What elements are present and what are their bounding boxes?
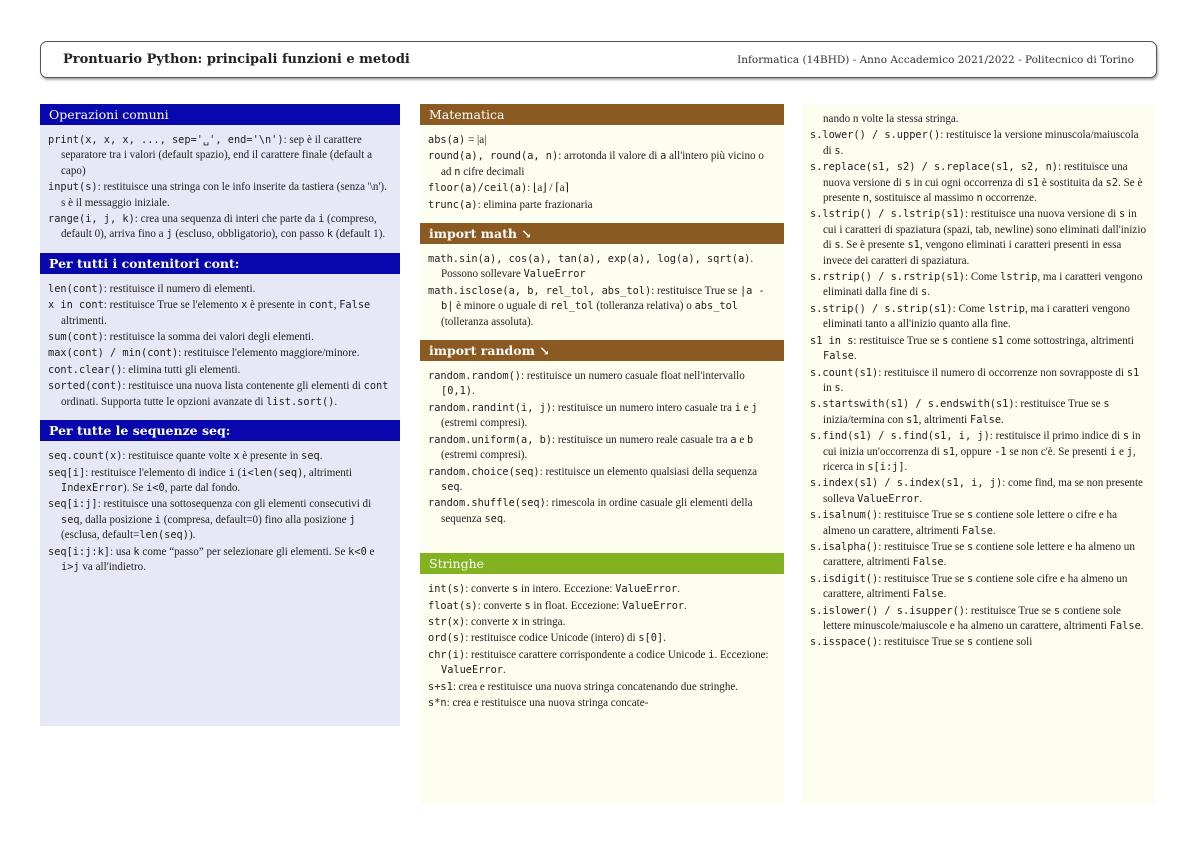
entry-seq-step: seq[i:j:k]: usa k come “passo” per selezionare gli elementi. Se k<0 e i>j va all'indietro. [48, 545, 375, 573]
entry-choice: random.choice(seq): restituisce un elemento qualsiasi della sequenza seq. [428, 465, 758, 493]
entry-abs: abs(a) = |a| [428, 134, 487, 146]
entry-seq-index: seq[i]: restituisce l'elemento di indice i (i<len(seq), altrimenti IndexError). Se i<0, parte dal fondo. [48, 466, 352, 494]
entry-range: range(i, j, k): crea una sequenza di interi che parte da i (compreso, default 0), arriva fino a j (escluso, obbligatorio), con passo k (default 1). [48, 213, 386, 241]
entry-startswith: s.startswith(s1) / s.endswith(s1): restituisce True se s inizia/termina con s1, altrimenti False. [810, 398, 1110, 426]
column-right [802, 104, 1155, 804]
entry-concat: s+s1: crea e restituisce una nuova stringa concatenando due stringhe. [428, 680, 739, 693]
section-header-import-math: import math ↘ [420, 223, 784, 244]
entry-repeat-continued: nando n volte la stessa stringa. [823, 113, 959, 125]
entry-isclose: math.isclose(a, b, rel_tol, abs_tol): restituisce True se |a - b| è minore o uguale di rel_tol (tolleranza relativa) o abs_tol (tolleranza assoluta). [428, 284, 765, 328]
entry-randint: random.randint(i, j): restituisce un numero intero casuale tra i e j (estremi compresi). [428, 401, 758, 430]
entry-ord: ord(s): restituisce codice Unicode (intero) di s[0]. [428, 632, 666, 645]
section-header-strings: Stringhe [420, 553, 784, 574]
page-title: Prontuario Python: principali funzioni e metodi [63, 52, 410, 67]
entry-math-functions: math.sin(a), cos(a), tan(a), exp(a), log(a), sqrt(a). Possono sollevare ValueError [428, 253, 754, 281]
entry-chr: chr(i): restituisce carattere corrispondente a codice Unicode i. Eccezione: ValueError. [428, 648, 769, 677]
entry-print: print(x, x, x, ..., sep='␣', end='\n'): sep è il carattere separatore tra i valori (default spazio), end il carattere finale (default a capo) [48, 134, 373, 177]
entry-replace: s.replace(s1, s2) / s.replace(s1, s2, n): restituisce una nuova versione di s in cui ogni occorrenza di s1 è sostituita da s2. Se è presente n, sostituisce al massimo n occorrenze. [810, 161, 1143, 205]
entry-str: str(x): converte x in stringa. [428, 615, 566, 628]
entry-isspace: s.isspace(): restituisce True se s contiene soli [810, 636, 1033, 649]
section-math [420, 133, 784, 213]
entry-input: input(s): restituisce una stringa con le info inserite da tastiera (senza '\n'). s è il messaggio iniziale. [48, 181, 387, 209]
entry-floor-ceil: floor(a)/ceil(a): ⌊a⌋ / ⌈a⌉ [428, 182, 569, 195]
entry-find: s.find(s1) / s.find(s1, i, j): restituisce il primo indice di s in cui inizia un'occorrenza di s1, oppure -1 se non c'è. Se presenti i e j, ricerca in s[i:j]. [810, 430, 1141, 473]
entry-max-min: max(cont) / min(cont): restituisce l'elemento maggiore/minore. [48, 347, 360, 360]
entry-clear: cont.clear(): elimina tutti gli elementi. [48, 363, 241, 376]
entry-int: int(s): converte s in intero. Eccezione: ValueError. [428, 583, 681, 596]
section-import-math [420, 252, 784, 330]
entry-uniform: random.uniform(a, b): restituisce un numero reale casuale tra a e b (estremi compresi). [428, 433, 754, 462]
entry-in: x in cont: restituisce True se l'elemento x è presente in cont, False altrimenti. [48, 299, 371, 327]
section-import-random [420, 369, 784, 527]
entry-seq-count: seq.count(x): restituisce quante volte x è presente in seq. [48, 450, 323, 463]
column-left [40, 104, 400, 726]
entry-shuffle: random.shuffle(seq): rimescola in ordine casuale gli elementi della sequenza seq. [428, 497, 753, 525]
entry-lower-upper: s.lower() / s.upper(): restituisce la versione minuscola/maiuscola di s. [810, 129, 1139, 157]
entry-substring-in: s1 in s: restituisce True se s contiene s1 come sottostringa, altrimenti False. [810, 334, 1134, 363]
entry-isdigit: s.isdigit(): restituisce True se s contiene sole cifre e ha almeno un carattere, altrimenti False. [810, 572, 1128, 601]
entry-isalpha: s.isalpha(): restituisce True se s contiene sole lettere e ha almeno un carattere, altrimenti False. [810, 540, 1135, 569]
entry-round: round(a), round(a, n): arrotonda il valore di a all'intero più vicino o ad n cifre decimali [428, 150, 764, 178]
column-middle [420, 104, 784, 804]
entry-sorted: sorted(cont): restituisce una nuova lista contenente gli elementi di cont ordinati. Supporta tutte le opzioni avanzate di list.sort(). [48, 380, 389, 408]
section-containers [40, 282, 400, 410]
entry-strip: s.strip() / s.strip(s1): Come lstrip, ma i caratteri vengono eliminati tanto a all'inizio quanto alla fine. [810, 302, 1130, 331]
section-header-common-ops: Operazioni comuni [40, 104, 400, 125]
entry-float: float(s): converte s in float. Eccezione: ValueError. [428, 599, 687, 612]
entry-sum: sum(cont): restituisce la somma dei valori degli elementi. [48, 331, 314, 344]
section-header-containers: Per tutti i contenitori cont: [40, 253, 400, 274]
section-header-sequences: Per tutte le sequenze seq: [40, 420, 400, 441]
section-common-ops [40, 133, 400, 243]
page-subtitle: Informatica (14BHD) - Anno Accademico 2021/2022 - Politecnico di Torino [737, 54, 1134, 66]
title-box [40, 41, 1157, 78]
entry-len: len(cont): restituisce il numero di elementi. [48, 282, 256, 295]
section-header-import-random: import random ↘ [420, 340, 784, 361]
section-header-math: Matematica [420, 104, 784, 125]
entry-seq-slice: seq[i:j]: restituisce una sottosequenza con gli elementi consecutivi di seq, dalla posizione i (compresa, default=0) fino alla posizione j (esclusa, default=len(seq)). [48, 498, 372, 542]
entry-isalnum: s.isalnum(): restituisce True se s contiene sole lettere o cifre e ha almeno un carattere, altrimenti False. [810, 509, 1117, 537]
entry-random: random.random(): restituisce un numero casuale float nell'intervallo [0,1). [428, 370, 745, 398]
entry-lstrip: s.lstrip() / s.lstrip(s1): restituisce una nuova versione di s in cui i caratteri di spaziatura (spazi, tab, newline) sono eliminati dall'inizio di s. Se è presente s1, vengono eliminati i caratteri presenti in essa invece dei caratteri di spaziatura. [810, 208, 1146, 267]
entry-repeat: s*n: crea e restituisce una nuova stringa concate- [428, 696, 649, 709]
entry-index: s.index(s1) / s.index(s1, i, j): come find, ma se non presente solleva ValueError. [810, 477, 1143, 505]
entry-trunc: trunc(a): elimina parte frazionaria [428, 198, 593, 211]
entry-rstrip: s.rstrip() / s.rstrip(s1): Come lstrip, ma i caratteri vengono eliminati dalla fine di s. [810, 271, 1143, 299]
entry-str-count: s.count(s1): restituisce il numero di occorrenze non sovrapposte di s1 in s. [810, 366, 1140, 394]
section-sequences [40, 449, 400, 575]
section-strings [420, 582, 784, 711]
entry-islower-isupper: s.islower() / s.isupper(): restituisce True se s contiene sole lettere minuscole/maiuscole e ha almeno un carattere, altrimenti False. [810, 604, 1144, 632]
